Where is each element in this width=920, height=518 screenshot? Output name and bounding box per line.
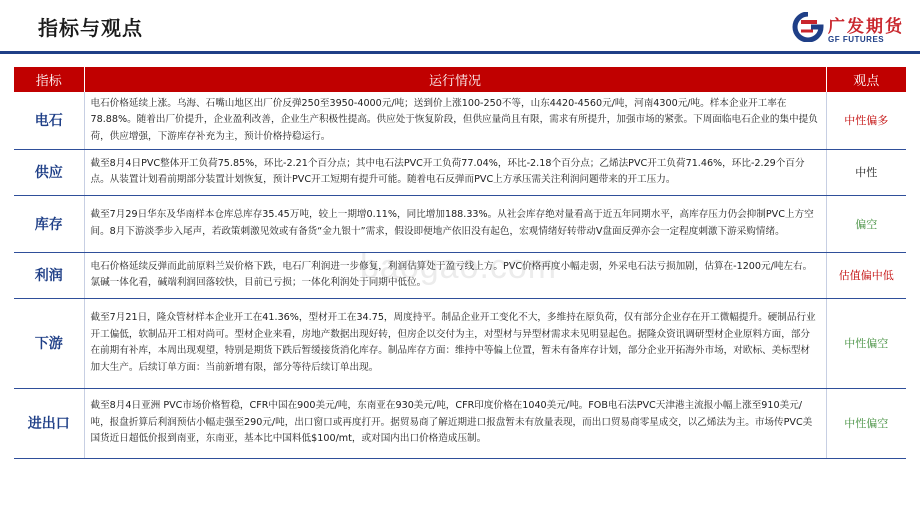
row-view: 估值偏中低 (826, 252, 906, 298)
column-header-view: 观点 (826, 67, 906, 92)
row-description: 电石价格延续反弹而此前原料兰炭价格下跌，电石厂利润进一步修复，利润估算处于盈亏线上方。PVC价格再度小幅走弱，外采电石法亏损加剧，估算在-1200元/吨左右。氯碱一体化看，碱端利润回落较快，目前已亏损；一体化利润处于同期中低位。 (84, 252, 826, 298)
column-header-indicator: 指标 (14, 67, 84, 92)
gf-logo-icon (791, 12, 825, 42)
row-description: 截至7月21日，隆众管材样本企业开工在41.36%，型材开工在34.75，周度持平。制品企业开工变化不大，多维持在原负荷，仅有部分企业存在开工微幅提升。硬制品行业开工偏低，软制品开工相对尚可。型材企业来看，房地产数据出现好转，但房企以交付为主，对型材与异型材需求未见明显起色。据隆众资讯调研型材企业原料方面，部分在前期有补库，本周出现观望，特别是期货下跌后暂缓接货消化库存。制品库存方面：维持中等偏上位置，暂未有备库存计划，部分企业开拓海外市场，对欧标、美标型材加大生产。后续订单方面：当前新增有限，部分等待后续订单出现。 (84, 298, 826, 388)
table-header-row (14, 67, 906, 92)
page-header (0, 0, 920, 50)
row-description: 截至7月29日华东及华南样本仓库总库存35.45万吨，较上一期增0.11%，同比增加188.33%。从社会库存绝对量看高于近五年同期水平，高库存压力仍会抑制PVC上方空间。8月下游淡季步入尾声，若政策刺激见效或有备货“金九银十”需求，假设即便地产依旧没有起色，宏观情绪好转带动V盘面反弹亦会一定程度刺激下游采购情绪。 (84, 195, 826, 252)
row-indicator: 进出口 (14, 388, 84, 458)
row-indicator: 下游 (14, 298, 84, 388)
watermark: baogao.com (360, 248, 558, 286)
row-indicator: 利润 (14, 252, 84, 298)
row-description: 截至8月4日亚洲 PVC市场价格暂稳，CFR中国在900美元/吨，东南亚在930美元/吨，CFR印度价格在1040美元/吨。FOB电石法PVC天津港主流报小幅上涨至910美元/吨，报盘折算后利润预估小幅走强至290元/吨，出口窗口或再度打开。据贸易商了解近期进口报盘暂未有放量表现，而出口贸易商零星成交，以乙烯法为主。市场传PVC美国货近日超低价报到南亚，东南亚，基本比中国料低$100/mt，或对国内出口价格造成压制。 (84, 388, 826, 458)
column-header-status: 运行情况 (84, 67, 826, 92)
row-indicator: 电石 (14, 92, 84, 149)
row-description: 截至8月4日PVC整体开工负荷75.85%，环比-2.21个百分点；其中电石法PVC开工负荷77.04%，环比-2.18个百分点；乙烯法PVC开工负荷71.46%，环比-2.29个百分点。从装置计划看前期部分装置计划恢复，预计PVC开工短期有提升可能。随着电石反弹而PVC上方承压需关注利润问题带来的开工压力。 (84, 149, 826, 195)
table-row (14, 298, 906, 388)
row-view: 偏空 (826, 195, 906, 252)
row-description: 电石价格延续上涨。乌海、石嘴山地区出厂价反弹250至3950-4000元/吨；送到价上涨100-250不等，山东4420-4560元/吨，河南4300元/吨。样本企业开工率在78.88%。随着出厂价提升，企业盈利改善，企业生产积极性提高。供应处于恢复阶段，但供应量尚且有限，需求有所提升，加强市场的紧张。下周面临电石企业的集中提负荷，供应增强，下游库存补充为主，预计价格持稳运行。 (84, 92, 826, 149)
row-indicator: 供应 (14, 149, 84, 195)
row-view: 中性偏多 (826, 92, 906, 149)
logo-english-text: GF FUTURES (828, 35, 885, 44)
row-view: 中性 (826, 149, 906, 195)
row-view: 中性偏空 (826, 388, 906, 458)
table-row (14, 149, 906, 195)
table-row (14, 92, 906, 149)
page-title: 指标与观点 (38, 16, 143, 40)
table-row (14, 388, 906, 458)
row-view: 中性偏空 (826, 298, 906, 388)
table-row (14, 195, 906, 252)
row-indicator: 库存 (14, 195, 84, 252)
company-logo (791, 8, 916, 48)
header-divider (0, 51, 920, 54)
logo-chinese-text: 广发期货 (828, 17, 904, 37)
